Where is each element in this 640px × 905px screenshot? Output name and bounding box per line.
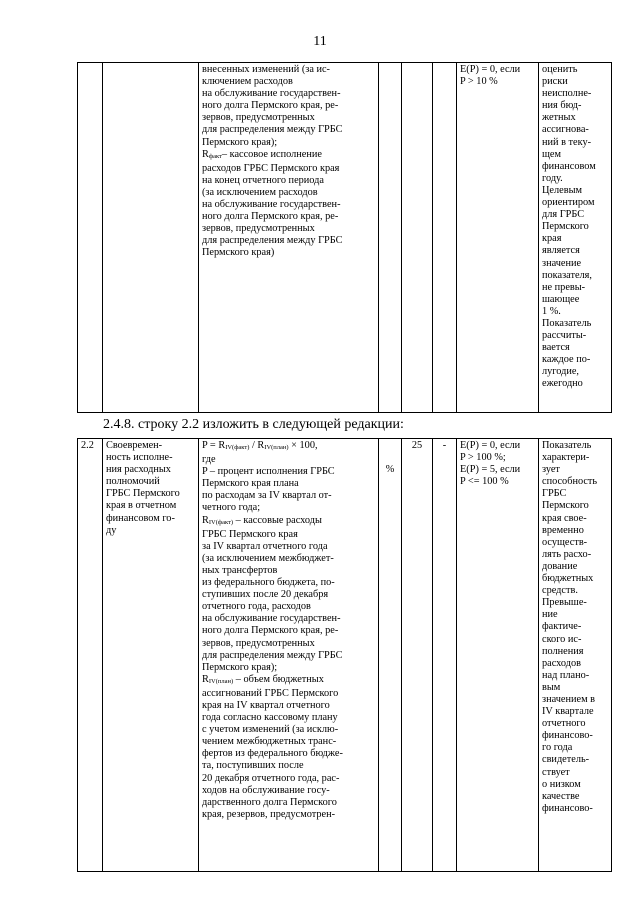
comment-line: о низком	[542, 778, 581, 790]
table-continuation	[77, 62, 612, 413]
r-fact-line	[202, 149, 375, 163]
comment-line: Превыше-	[542, 597, 587, 609]
comment-line: для ГРБС	[542, 209, 585, 221]
row-number: 2.2	[81, 440, 94, 451]
comment-line: бюджетных	[542, 573, 594, 585]
formula-line: ного долга Пермского края, ре-	[202, 625, 339, 637]
comment-line: ние	[542, 609, 558, 621]
num-cell	[78, 439, 103, 872]
comment-line: дование	[542, 560, 578, 572]
formula-line: та, поступивших после	[202, 760, 304, 772]
formula-line: ных трансфертов	[202, 564, 278, 576]
evaluation-line: E(P) = 5, если	[460, 464, 521, 476]
comment-line: финансовом	[542, 160, 596, 172]
comment-line: вается	[542, 342, 570, 354]
comment-line: ежегодно	[542, 378, 583, 390]
formula-line: края, резервов, предусмотрен-	[202, 808, 336, 820]
formula-line: ассигнований ГРБС Пермского	[202, 687, 339, 699]
comment-line: ассигнова-	[542, 124, 589, 136]
formula-line: с учетом изменений (за исклю-	[202, 724, 339, 736]
comment-line: лять расхо-	[542, 548, 592, 560]
comment-line: 1 %.	[542, 305, 561, 317]
comment-line: полнения	[542, 645, 584, 657]
formula-line: фертов из федерального бюдже-	[202, 748, 343, 760]
evaluation-line: E(P) = 0, если	[460, 64, 521, 75]
formula-line: чением межбюджетных транс-	[202, 736, 337, 748]
formula-cell	[199, 439, 379, 872]
name-line: Своевремен-	[106, 440, 163, 451]
formula-line: ного долга Пермского края, ре-	[202, 211, 339, 223]
comment-line: значение	[542, 257, 582, 269]
formula-line: P – процент исполнения ГРБС	[202, 466, 335, 478]
comment-line: характери-	[542, 452, 590, 464]
comment-line: свидетель-	[542, 754, 590, 766]
formula-line: из федерального бюджета, по-	[202, 577, 335, 589]
comment-line: Пермского	[542, 221, 589, 233]
comment-line: средств.	[542, 585, 578, 597]
comment-line: лугодие,	[542, 366, 579, 378]
formula-line: (за исключением расходов	[202, 186, 318, 198]
formula-subscript-plan: IV(план)	[208, 677, 234, 685]
formula-times: × 100,	[288, 440, 318, 451]
num-cell	[78, 63, 103, 413]
comment-line: временно	[542, 524, 584, 536]
weight-cell	[402, 439, 433, 872]
formula-line: для распределения между ГРБС	[202, 124, 343, 136]
formula-line: на обслуживание государствен-	[202, 199, 341, 211]
comment-line: ния бюд-	[542, 100, 582, 112]
table-row-2-2	[77, 438, 612, 872]
comment-line: ского ис-	[542, 633, 582, 645]
unit-cell	[379, 63, 402, 413]
comment-line: зует	[542, 464, 560, 476]
comment-line: рассчиты-	[542, 330, 587, 342]
formula-line: ного долга Пермского края, ре-	[202, 100, 339, 112]
formula-subscript-fact: IV(факт)	[208, 518, 234, 526]
formula-line: на обслуживание государствен-	[202, 88, 341, 100]
page-number: 11	[313, 34, 327, 49]
formula-line: ступивших после 20 декабря	[202, 589, 329, 601]
evaluation-cell	[457, 439, 539, 872]
comment-line: IV квартале	[542, 706, 594, 718]
formula-line: расходов ГРБС Пермского края	[202, 162, 340, 174]
unit-cell	[379, 439, 402, 872]
comment-line: не превы-	[542, 281, 586, 293]
comment-line: показателя,	[542, 269, 592, 281]
dash-value: -	[442, 440, 447, 451]
comment-line: осуществ-	[542, 536, 588, 548]
comment-line: расходов	[542, 657, 582, 669]
formula-line: отчетного года, расходов	[202, 601, 311, 613]
evaluation-line: P > 10 %	[460, 76, 498, 88]
comment-line: вым	[542, 681, 561, 693]
comment-line: Пермского	[542, 500, 589, 512]
comment-line: финансово-	[542, 730, 593, 742]
evaluation-line: E(P) = 0, если	[460, 440, 521, 451]
evaluation-cell	[457, 63, 539, 413]
formula-cell	[199, 63, 379, 413]
formula-r: R	[202, 673, 209, 685]
formula-line: для распределения между ГРБС	[202, 649, 343, 661]
formula-line: Пермского края плана	[202, 478, 299, 490]
comment-line: риски	[542, 76, 568, 88]
formula-line: зервов, предусмотренных	[202, 637, 315, 649]
comment-line: над плано-	[542, 669, 590, 681]
formula-line: дарственного долга Пермского	[202, 796, 337, 808]
weight-value: 25	[411, 440, 423, 451]
comment-line: Показатель	[542, 317, 592, 329]
comment-line: ГРБС	[542, 488, 567, 500]
comment-line: жетных	[542, 112, 576, 124]
comment-line: способность	[542, 476, 598, 488]
formula-line: внесенных изменений (за ис-	[202, 64, 330, 75]
formula-line: зервов, предусмотренных	[202, 223, 315, 235]
formula-line: ключением расходов	[202, 76, 293, 88]
formula-line: (за исключением межбюджет-	[202, 552, 334, 564]
comment-line: качестве	[542, 790, 580, 802]
r-fact-symbol: R	[202, 148, 209, 160]
r-fact-description: – кассовое исполнение	[221, 148, 322, 160]
formula-line: края на IV квартал отчетного	[202, 699, 330, 711]
formula-r: R	[218, 440, 226, 451]
formula-line: для распределения между ГРБС	[202, 235, 343, 247]
formula-line: года согласно кассовому плану	[202, 712, 338, 724]
formula-line: ходов на обслуживание госу-	[202, 784, 330, 796]
weight-cell	[402, 63, 433, 413]
comment-line: ний в теку-	[542, 136, 592, 148]
formula-line: зервов, предусмотренных	[202, 112, 315, 124]
formula-slash: /	[249, 440, 258, 451]
unit-value: %	[385, 464, 395, 476]
name-line: полномочий	[106, 476, 160, 488]
name-line: финансовом го-	[106, 512, 175, 524]
comment-line: оценить	[542, 64, 578, 75]
comment-line: отчетного	[542, 718, 586, 730]
rfact-description: – кассовые расходы	[233, 514, 322, 526]
comment-line: Целевым	[542, 184, 583, 196]
formula-line: 20 декабря отчетного года, рас-	[202, 772, 340, 784]
formula-line: Пермского края);	[202, 661, 278, 673]
evaluation-line: P <= 100 %	[460, 476, 509, 488]
formula-line: Пермского края)	[202, 247, 275, 259]
formula-line: за IV квартал отчетного года	[202, 540, 328, 552]
table-row	[78, 63, 612, 413]
extra-cell	[433, 439, 457, 872]
comment-line: каждое по-	[542, 354, 591, 366]
rfact-definition	[202, 515, 375, 529]
comment-line: году.	[542, 172, 563, 184]
comment-cell	[539, 63, 612, 413]
formula-p: P =	[202, 440, 219, 451]
formula-line: по расходам за IV квартал от-	[202, 490, 332, 502]
name-line: ния расходных	[106, 464, 171, 476]
r-fact-subscript: факт	[208, 152, 222, 160]
rplan-description: – объем бюджетных	[233, 673, 324, 685]
comment-line: Показатель	[542, 440, 592, 451]
comment-line: края свое-	[542, 512, 587, 524]
rplan-definition	[202, 674, 375, 688]
comment-line: края	[542, 233, 562, 245]
formula-subscript-plan: IV(план)	[264, 444, 289, 451]
formula-r: R	[257, 440, 265, 451]
name-line: ду	[106, 524, 117, 536]
name-line: ГРБС Пермского	[106, 488, 180, 500]
comment-line: значением в	[542, 693, 596, 705]
name-cell	[103, 439, 199, 872]
amendment-heading: 2.4.8. строку 2.2 изложить в следующей редакции:	[103, 417, 404, 432]
formula-r: R	[202, 514, 209, 526]
formula-line: четного года;	[202, 502, 261, 514]
formula-line: ГРБС Пермского края	[202, 528, 298, 540]
comment-line: финансово-	[542, 802, 593, 814]
comment-line: щем	[542, 148, 562, 160]
formula-line: Пермского края);	[202, 136, 278, 148]
comment-line: го года	[542, 742, 573, 754]
formula-line: на обслуживание государствен-	[202, 613, 341, 625]
comment-line: является	[542, 245, 580, 257]
formula-line: на конец отчетного периода	[202, 174, 324, 186]
table-row	[78, 439, 612, 872]
comment-line: ствует	[542, 766, 570, 778]
formula-equation	[202, 440, 375, 454]
comment-line: шающее	[542, 293, 580, 305]
comment-line: фактиче-	[542, 621, 582, 633]
evaluation-line: P > 100 %;	[460, 452, 506, 464]
formula-subscript-fact: IV(факт)	[225, 444, 250, 451]
name-cell	[103, 63, 199, 413]
name-line: ность исполне-	[106, 452, 173, 464]
formula-where: где	[202, 454, 216, 466]
name-line: края в отчетном	[106, 500, 177, 512]
comment-line: неисполне-	[542, 88, 592, 100]
comment-cell	[539, 439, 612, 872]
extra-cell	[433, 63, 457, 413]
comment-line: ориентиром	[542, 197, 595, 209]
